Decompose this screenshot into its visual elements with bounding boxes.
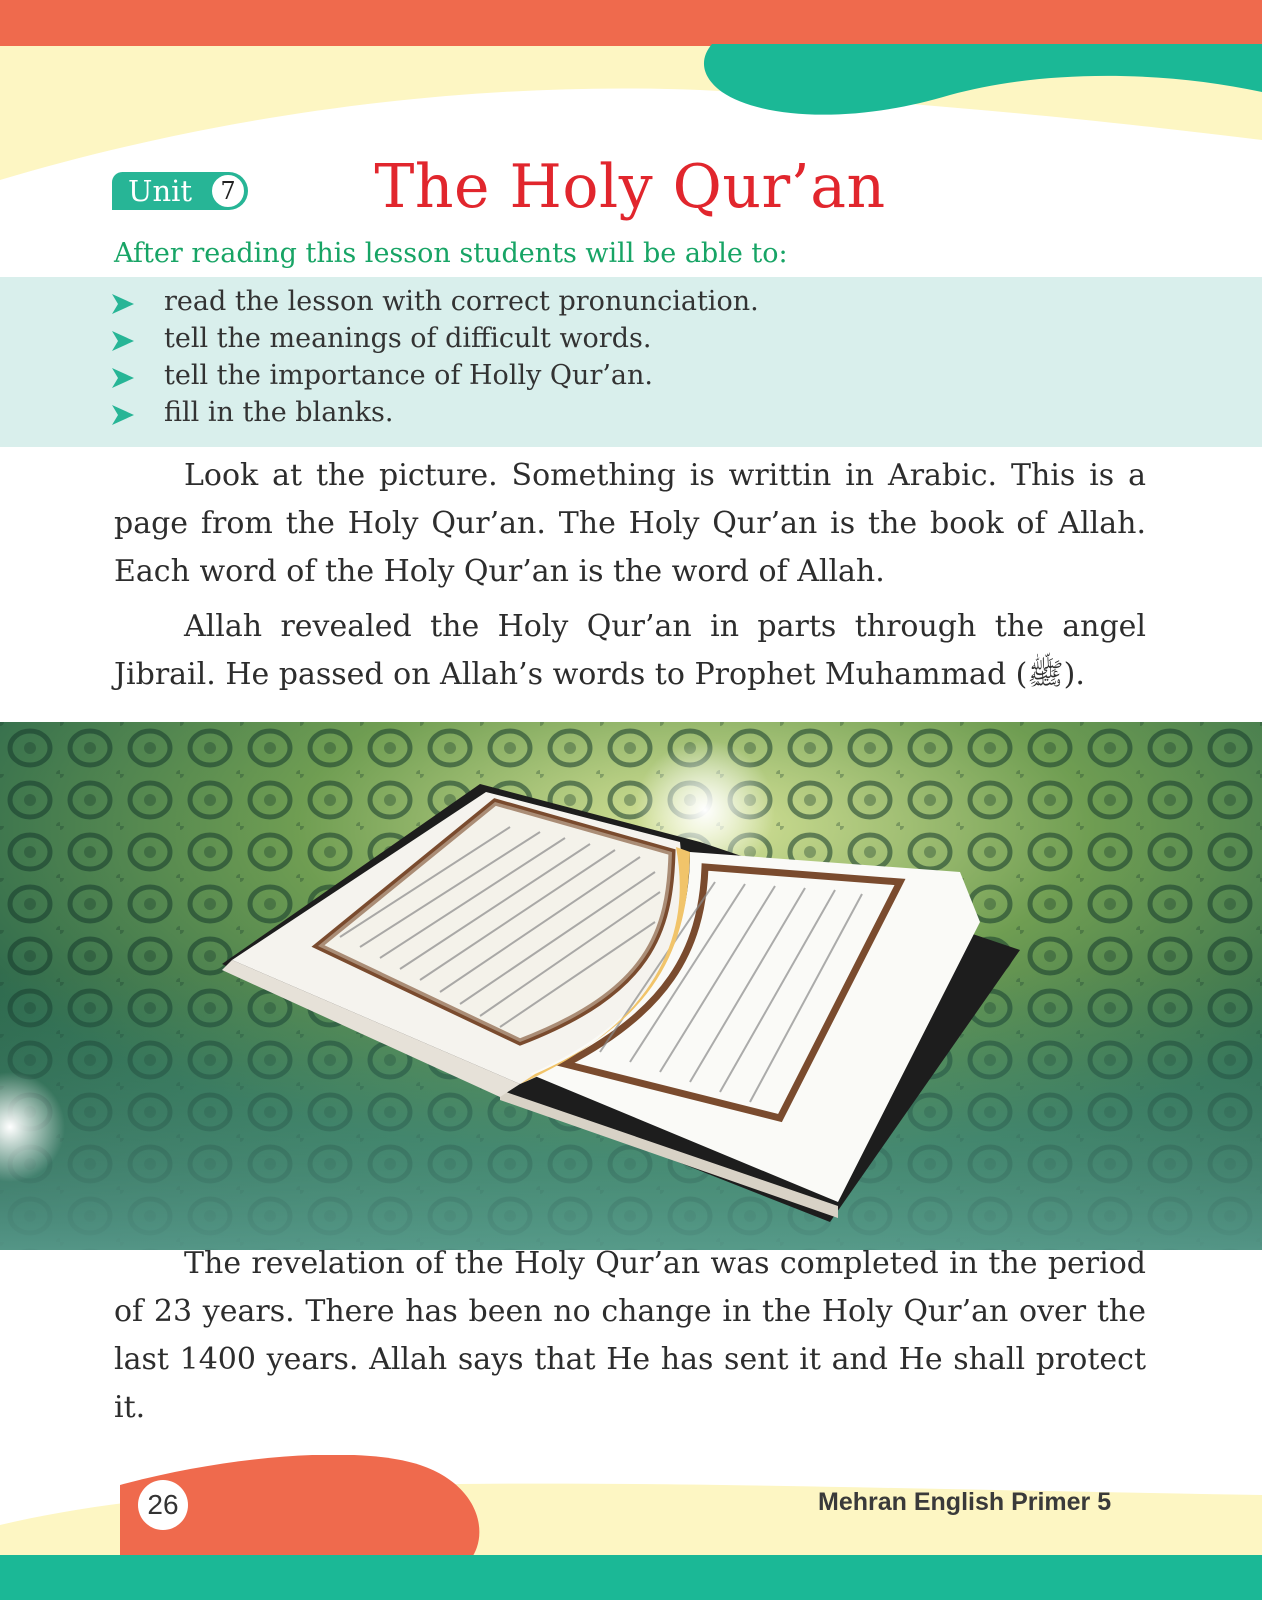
objective-text: tell the importance of Holly Qur’an. bbox=[164, 360, 654, 391]
objectives-lead: After reading this lesson students will be able to: bbox=[114, 238, 788, 269]
objective-text: tell the meanings of difficult words. bbox=[164, 323, 652, 354]
page-number: 26 bbox=[138, 1480, 188, 1530]
objective-text: fill in the blanks. bbox=[164, 397, 394, 428]
page-title: The Holy Qur’an bbox=[374, 152, 886, 222]
unit-label: Unit bbox=[128, 174, 193, 208]
triangle-arrow-icon bbox=[110, 366, 136, 390]
footer-decoration bbox=[0, 1455, 1262, 1600]
book-title: Mehran English Primer 5 bbox=[818, 1488, 1112, 1516]
triangle-arrow-icon bbox=[110, 292, 136, 316]
objective-text: read the lesson with correct pronunciation. bbox=[164, 286, 759, 317]
paragraph-2: Allah revealed the Holy Qur’an in parts through the angel Jibrail. He passed on Allah’s words to Prophet Muhammad (ﷺ). bbox=[114, 609, 1146, 692]
triangle-arrow-icon bbox=[110, 403, 136, 427]
objectives-box bbox=[0, 277, 1262, 447]
unit-badge bbox=[112, 170, 248, 214]
triangle-arrow-icon bbox=[110, 329, 136, 353]
paragraph-1: Look at the picture. Something is writtin in Arabic. This is a page from the Holy Qur’an. The Holy Qur’an is the book of Allah. Each word of the Holy Qur’an is the word of Allah. bbox=[114, 458, 1146, 589]
unit-number: 7 bbox=[210, 173, 246, 209]
holy-quran-illustration bbox=[0, 722, 1262, 1250]
paragraph-3: The revelation of the Holy Qur’an was completed in the period of 23 years. There has been no change in the Holy Qur’an over the last 1400 years. Allah says that He has sent it and He shall protect it. bbox=[114, 1246, 1146, 1425]
